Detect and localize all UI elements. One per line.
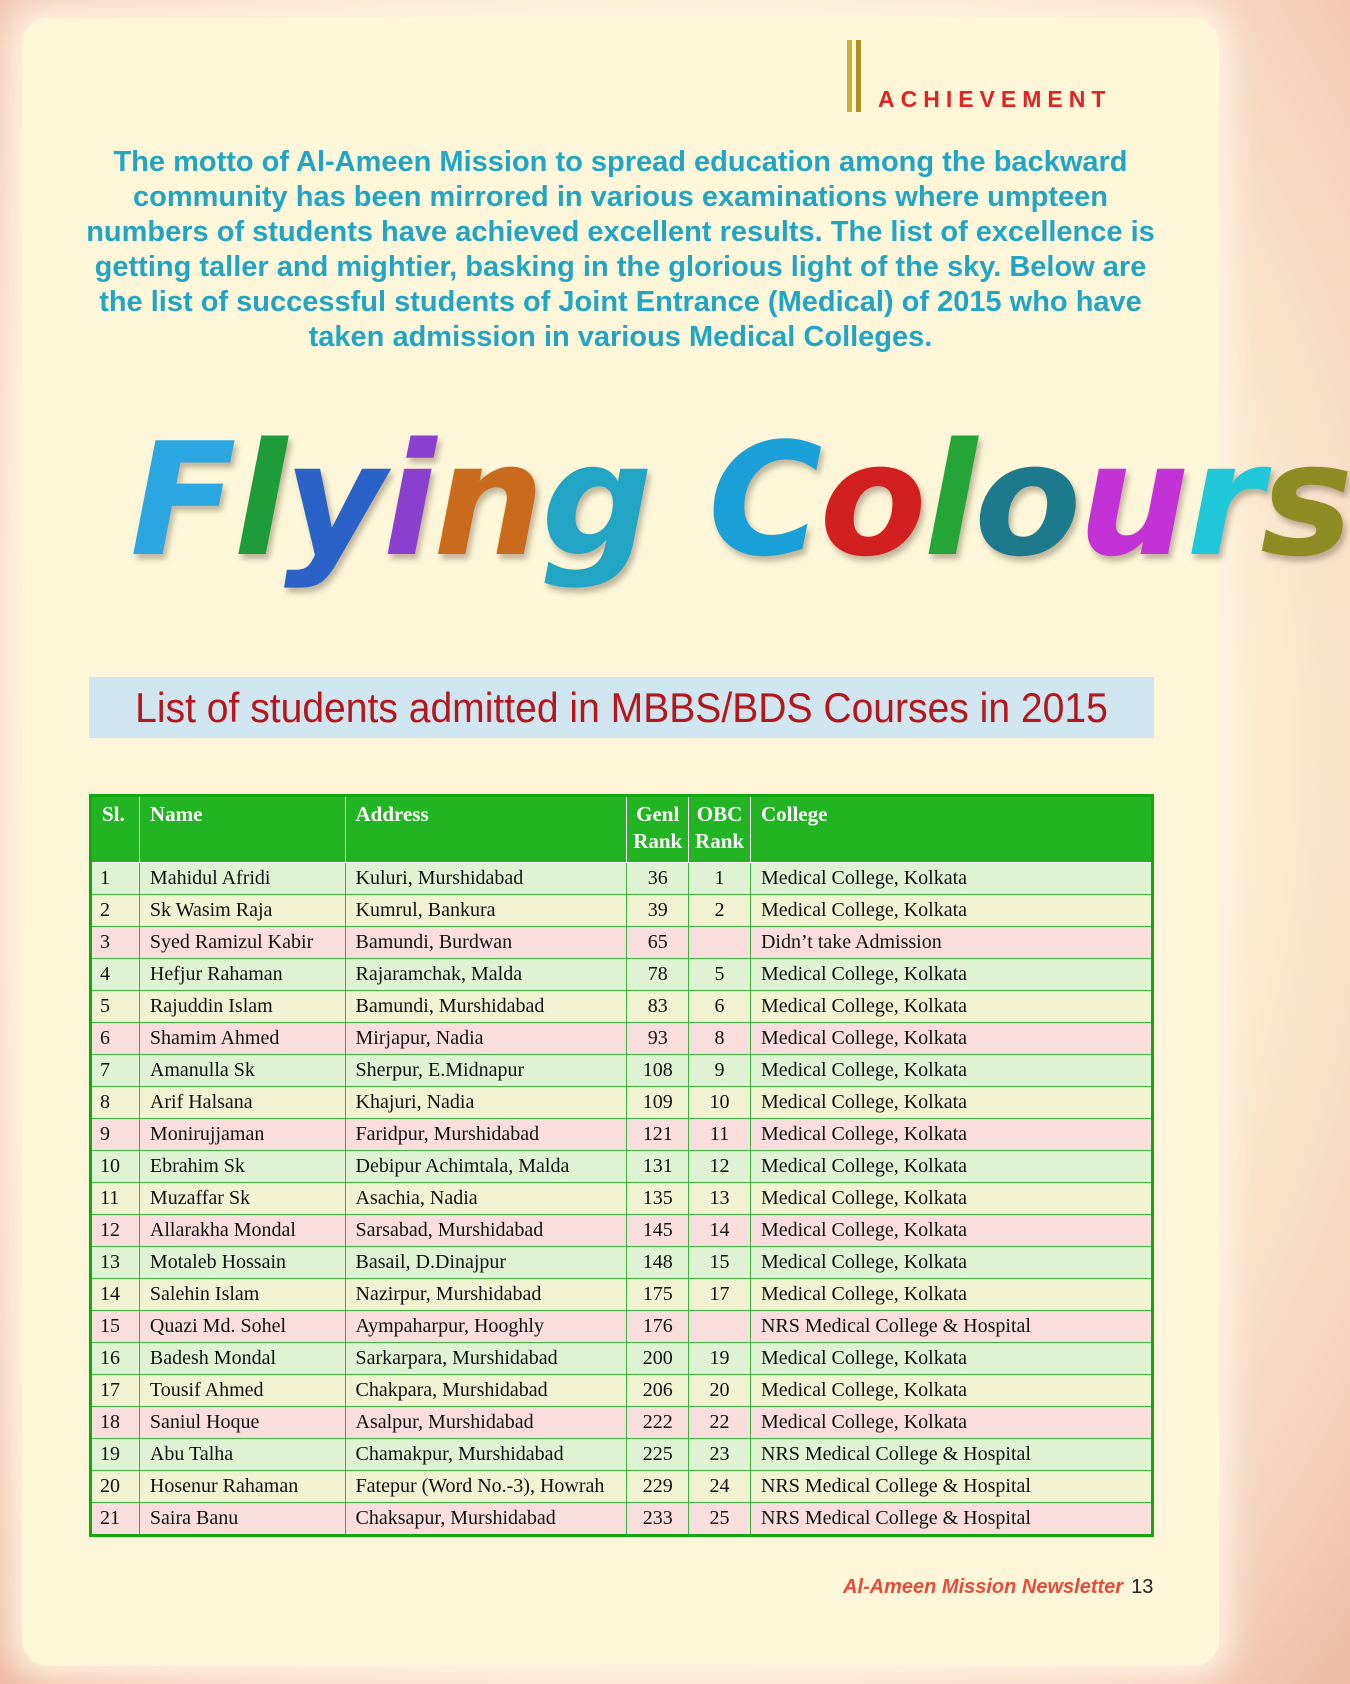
cell-genl-rank: 145	[627, 1215, 689, 1247]
cell-name: Muzaffar Sk	[139, 1183, 345, 1215]
cell-sl: 19	[91, 1439, 140, 1471]
cell-address: Bamundi, Murshidabad	[345, 991, 627, 1023]
cell-sl: 6	[91, 1023, 140, 1055]
cell-name: Abu Talha	[139, 1439, 345, 1471]
cell-obc-rank: 14	[689, 1215, 751, 1247]
cell-genl-rank: 131	[627, 1151, 689, 1183]
header-obc-rank: OBC Rank	[689, 796, 751, 863]
cell-address: Basail, D.Dinajpur	[345, 1247, 627, 1279]
cell-address: Rajaramchak, Malda	[345, 959, 627, 991]
cell-name: Badesh Mondal	[139, 1343, 345, 1375]
cell-obc-rank: 13	[689, 1183, 751, 1215]
cell-genl-rank: 176	[627, 1311, 689, 1343]
cell-obc-rank: 15	[689, 1247, 751, 1279]
cell-genl-rank: 200	[627, 1343, 689, 1375]
cell-obc-rank: 23	[689, 1439, 751, 1471]
cell-college: Medical College, Kolkata	[750, 1023, 1152, 1055]
header-name: Name	[139, 796, 345, 863]
cell-sl: 18	[91, 1407, 140, 1439]
cell-college: Medical College, Kolkata	[750, 991, 1152, 1023]
cell-address: Bamundi, Burdwan	[345, 927, 627, 959]
cell-obc-rank: 10	[689, 1087, 751, 1119]
cell-genl-rank: 109	[627, 1087, 689, 1119]
cell-genl-rank: 36	[627, 863, 689, 895]
cell-college: Medical College, Kolkata	[750, 1343, 1152, 1375]
table-row	[91, 1023, 1153, 1055]
table-row	[91, 959, 1153, 991]
cell-sl: 8	[91, 1087, 140, 1119]
cell-address: Sarsabad, Murshidabad	[345, 1215, 627, 1247]
cell-genl-rank: 78	[627, 959, 689, 991]
cell-address: Nazirpur, Murshidabad	[345, 1279, 627, 1311]
headline-letter: y	[284, 409, 383, 591]
table-row	[91, 1407, 1153, 1439]
cell-sl: 3	[91, 927, 140, 959]
cell-obc-rank: 24	[689, 1471, 751, 1503]
cell-college: Medical College, Kolkata	[750, 1183, 1152, 1215]
page-footer	[843, 1576, 1153, 1599]
header-college: College	[750, 796, 1152, 863]
cell-sl: 1	[91, 863, 140, 895]
table-row	[91, 895, 1153, 927]
cell-sl: 5	[91, 991, 140, 1023]
cell-sl: 7	[91, 1055, 140, 1087]
cell-genl-rank: 175	[627, 1279, 689, 1311]
cell-name: Mahidul Afridi	[139, 863, 345, 895]
cell-genl-rank: 135	[627, 1183, 689, 1215]
cell-address: Fatepur (Word No.-3), Howrah	[345, 1471, 627, 1503]
headline-letter: l	[233, 409, 285, 591]
cell-college: NRS Medical College & Hospital	[750, 1471, 1152, 1503]
cell-obc-rank: 17	[689, 1279, 751, 1311]
table-row	[91, 927, 1153, 959]
cell-genl-rank: 229	[627, 1471, 689, 1503]
table-row	[91, 1055, 1153, 1087]
cell-obc-rank: 20	[689, 1375, 751, 1407]
cell-genl-rank: 206	[627, 1375, 689, 1407]
newsletter-name: Al-Ameen Mission Newsletter	[843, 1576, 1124, 1598]
cell-genl-rank: 65	[627, 927, 689, 959]
cell-name: Quazi Md. Sohel	[139, 1311, 345, 1343]
cell-genl-rank: 93	[627, 1023, 689, 1055]
table-body	[91, 863, 1153, 1536]
headline-letter: i	[382, 409, 434, 591]
headline-letter: r	[1186, 409, 1261, 591]
table-row	[91, 863, 1153, 895]
header-sl: Sl.	[91, 796, 140, 863]
cell-college: Medical College, Kolkata	[750, 1055, 1152, 1087]
cell-college: Medical College, Kolkata	[750, 1279, 1152, 1311]
table-row	[91, 1311, 1153, 1343]
cell-obc-rank: 19	[689, 1343, 751, 1375]
cell-sl: 13	[91, 1247, 140, 1279]
cell-name: Tousif Ahmed	[139, 1375, 345, 1407]
cell-genl-rank: 39	[627, 895, 689, 927]
cell-sl: 2	[91, 895, 140, 927]
cell-college: Medical College, Kolkata	[750, 1375, 1152, 1407]
cell-name: Allarakha Mondal	[139, 1215, 345, 1247]
cell-obc-rank	[689, 927, 751, 959]
cell-address: Mirjapur, Nadia	[345, 1023, 627, 1055]
table-row	[91, 1343, 1153, 1375]
cell-genl-rank: 222	[627, 1407, 689, 1439]
cell-obc-rank: 2	[689, 895, 751, 927]
cell-college: Didn’t take Admission	[750, 927, 1152, 959]
cell-name: Rajuddin Islam	[139, 991, 345, 1023]
cell-name: Ebrahim Sk	[139, 1151, 345, 1183]
table-row	[91, 1471, 1153, 1503]
cell-address: Khajuri, Nadia	[345, 1087, 627, 1119]
cell-sl: 11	[91, 1183, 140, 1215]
cell-address: Aympaharpur, Hooghly	[345, 1311, 627, 1343]
header-address: Address	[345, 796, 627, 863]
cell-genl-rank: 225	[627, 1439, 689, 1471]
section-title: ACHIEVEMENT	[878, 86, 1112, 112]
cell-address: Faridpur, Murshidabad	[345, 1119, 627, 1151]
table-row	[91, 1183, 1153, 1215]
headline-letter: s	[1260, 409, 1350, 591]
list-banner	[89, 677, 1154, 738]
table-row	[91, 1119, 1153, 1151]
cell-name: Arif Halsana	[139, 1087, 345, 1119]
cell-sl: 10	[91, 1151, 140, 1183]
cell-sl: 15	[91, 1311, 140, 1343]
cell-obc-rank: 6	[689, 991, 751, 1023]
cell-sl: 16	[91, 1343, 140, 1375]
cell-obc-rank: 25	[689, 1503, 751, 1536]
table-row	[91, 1375, 1153, 1407]
section-bar	[856, 40, 861, 112]
table-row	[91, 991, 1153, 1023]
headline-letter: g	[541, 409, 650, 591]
cell-sl: 9	[91, 1119, 140, 1151]
cell-genl-rank: 148	[627, 1247, 689, 1279]
cell-college: Medical College, Kolkata	[750, 1215, 1152, 1247]
cell-sl: 14	[91, 1279, 140, 1311]
cell-college: Medical College, Kolkata	[750, 1087, 1152, 1119]
cell-genl-rank: 233	[627, 1503, 689, 1536]
cell-name: Saniul Hoque	[139, 1407, 345, 1439]
students-table	[89, 794, 1154, 1537]
cell-name: Shamim Ahmed	[139, 1023, 345, 1055]
page-number: 13	[1131, 1576, 1154, 1598]
cell-name: Saira Banu	[139, 1503, 345, 1536]
cell-address: Chaksapur, Murshidabad	[345, 1503, 627, 1536]
cell-address: Kumrul, Bankura	[345, 895, 627, 927]
table-row	[91, 1247, 1153, 1279]
cell-obc-rank: 12	[689, 1151, 751, 1183]
cell-college: Medical College, Kolkata	[750, 895, 1152, 927]
cell-college: Medical College, Kolkata	[750, 863, 1152, 895]
cell-address: Asalpur, Murshidabad	[345, 1407, 627, 1439]
cell-address: Asachia, Nadia	[345, 1183, 627, 1215]
cell-name: Motaleb Hossain	[139, 1247, 345, 1279]
cell-name: Hefjur Rahaman	[139, 959, 345, 991]
cell-college: Medical College, Kolkata	[750, 1119, 1152, 1151]
section-bar	[847, 40, 852, 112]
headline-letter: C	[707, 409, 820, 591]
cell-sl: 20	[91, 1471, 140, 1503]
table-row	[91, 1151, 1153, 1183]
cell-sl: 12	[91, 1215, 140, 1247]
table-header-row	[91, 796, 1153, 863]
cell-address: Sarkarpara, Murshidabad	[345, 1343, 627, 1375]
cell-college: Medical College, Kolkata	[750, 1247, 1152, 1279]
table-row	[91, 1087, 1153, 1119]
cell-obc-rank: 22	[689, 1407, 751, 1439]
intro-paragraph: The motto of Al-Ameen Mission to spread education among the backward community has been mirrored in various examinations where umpteen numbers of students have achieved excellent results. The list of excellence is getting taller and mightier, basking in the glorious light of the sky. Below are the list of successful students of Joint Entrance (Medical) of 2015 who have taken admission in various Medical Colleges.	[86, 146, 1155, 353]
cell-name: Monirujjaman	[139, 1119, 345, 1151]
cell-college: Medical College, Kolkata	[750, 1151, 1152, 1183]
cell-sl: 17	[91, 1375, 140, 1407]
headline-letter: o	[974, 409, 1079, 591]
cell-name: Amanulla Sk	[139, 1055, 345, 1087]
cell-college: NRS Medical College & Hospital	[750, 1311, 1152, 1343]
headline	[130, 405, 1350, 595]
cell-address: Chakpara, Murshidabad	[345, 1375, 627, 1407]
cell-college: NRS Medical College & Hospital	[750, 1439, 1152, 1471]
headline-letter: l	[923, 409, 975, 591]
cell-obc-rank: 11	[689, 1119, 751, 1151]
headline-letter: n	[433, 409, 542, 591]
table-row	[91, 1439, 1153, 1471]
cell-sl: 21	[91, 1503, 140, 1536]
table-row	[91, 1503, 1153, 1536]
cell-address: Sherpur, E.Midnapur	[345, 1055, 627, 1087]
cell-name: Syed Ramizul Kabir	[139, 927, 345, 959]
cell-obc-rank: 9	[689, 1055, 751, 1087]
cell-obc-rank	[689, 1311, 751, 1343]
headline-letter: u	[1078, 409, 1187, 591]
cell-address: Kuluri, Murshidabad	[345, 863, 627, 895]
cell-obc-rank: 5	[689, 959, 751, 991]
cell-genl-rank: 121	[627, 1119, 689, 1151]
cell-college: NRS Medical College & Hospital	[750, 1503, 1152, 1536]
list-banner-title: List of students admitted in MBBS/BDS Courses in 2015	[135, 684, 1108, 731]
cell-obc-rank: 8	[689, 1023, 751, 1055]
cell-sl: 4	[91, 959, 140, 991]
headline-letter: o	[819, 409, 924, 591]
cell-address: Debipur Achimtala, Malda	[345, 1151, 627, 1183]
cell-name: Salehin Islam	[139, 1279, 345, 1311]
headline-letter: F	[130, 409, 234, 591]
cell-genl-rank: 83	[627, 991, 689, 1023]
cell-name: Hosenur Rahaman	[139, 1471, 345, 1503]
header-genl-rank: Genl Rank	[627, 796, 689, 863]
table-row	[91, 1215, 1153, 1247]
cell-genl-rank: 108	[627, 1055, 689, 1087]
table-row	[91, 1279, 1153, 1311]
cell-college: Medical College, Kolkata	[750, 1407, 1152, 1439]
cell-obc-rank: 1	[689, 863, 751, 895]
cell-name: Sk Wasim Raja	[139, 895, 345, 927]
cell-address: Chamakpur, Murshidabad	[345, 1439, 627, 1471]
cell-college: Medical College, Kolkata	[750, 959, 1152, 991]
